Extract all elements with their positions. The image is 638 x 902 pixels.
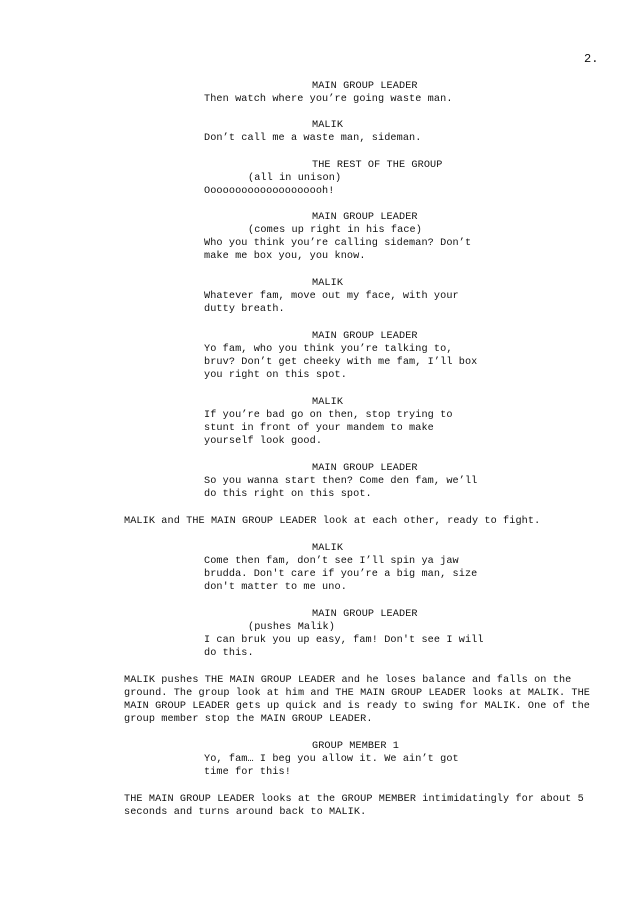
- dialogue-line: Who you think you’re calling sideman? Don’t: [204, 238, 472, 249]
- dialogue-line: Yo fam, who you think you’re talking to,: [204, 344, 453, 355]
- dialogue-line: brudda. Don't care if you’re a big man, size: [204, 569, 478, 580]
- character-name: MALIK: [312, 278, 344, 289]
- dialogue-line: Come then fam, don’t see I’ll spin ya jaw: [204, 556, 459, 567]
- action-line: THE MAIN GROUP LEADER looks at the GROUP MEMBER intimidatingly for about 5: [124, 794, 584, 805]
- dialogue-line: dutty breath.: [204, 304, 285, 315]
- character-name: MAIN GROUP LEADER: [312, 463, 418, 474]
- dialogue-line: Oooooooooooooooooooh!: [204, 186, 335, 197]
- character-name: MAIN GROUP LEADER: [312, 212, 418, 223]
- dialogue-line: I can bruk you up easy, fam! Don't see I will: [204, 635, 484, 646]
- action-line: MALIK and THE MAIN GROUP LEADER look at each other, ready to fight.: [124, 516, 541, 527]
- parenthetical: (comes up right in his face): [248, 225, 422, 236]
- dialogue-line: So you wanna start then? Come den fam, we’ll: [204, 476, 478, 487]
- dialogue-line: If you’re bad go on then, stop trying to: [204, 410, 453, 421]
- character-name: MAIN GROUP LEADER: [312, 609, 418, 620]
- dialogue-line: do this right on this spot.: [204, 489, 372, 500]
- dialogue-line: Then watch where you’re going waste man.: [204, 94, 453, 105]
- dialogue-line: bruv? Don’t get cheeky with me fam, I’ll box: [204, 357, 478, 368]
- character-name: MALIK: [312, 120, 344, 131]
- dialogue-line: time for this!: [204, 767, 291, 778]
- dialogue-line: yourself look good.: [204, 436, 323, 447]
- character-name: GROUP MEMBER 1: [312, 741, 399, 752]
- character-name: THE REST OF THE GROUP: [312, 160, 443, 171]
- action-line: ground. The group look at him and THE MAIN GROUP LEADER looks at MALIK. THE: [124, 688, 591, 699]
- character-name: MALIK: [312, 543, 344, 554]
- dialogue-line: stunt in front of your mandem to make: [204, 423, 434, 434]
- character-name: MAIN GROUP LEADER: [312, 331, 418, 342]
- parenthetical: (all in unison): [248, 173, 342, 184]
- action-line: group member stop the MAIN GROUP LEADER.: [124, 714, 373, 725]
- dialogue-line: do this.: [204, 648, 254, 659]
- dialogue-line: make me box you, you know.: [204, 251, 366, 262]
- dialogue-line: Don’t call me a waste man, sideman.: [204, 133, 422, 144]
- dialogue-line: Yo, fam… I beg you allow it. We ain’t got: [204, 754, 459, 765]
- page-number: 2.: [584, 52, 599, 66]
- character-name: MAIN GROUP LEADER: [312, 81, 418, 92]
- dialogue-line: Whatever fam, move out my face, with your: [204, 291, 459, 302]
- dialogue-line: don't matter to me uno.: [204, 582, 347, 593]
- dialogue-line: you right on this spot.: [204, 370, 347, 381]
- character-name: MALIK: [312, 397, 344, 408]
- action-line: MAIN GROUP LEADER gets up quick and is ready to swing for MALIK. One of the: [124, 701, 591, 712]
- parenthetical: (pushes Malik): [248, 622, 335, 633]
- action-line: MALIK pushes THE MAIN GROUP LEADER and he loses balance and falls on the: [124, 675, 572, 686]
- action-line: seconds and turns around back to MALIK.: [124, 807, 367, 818]
